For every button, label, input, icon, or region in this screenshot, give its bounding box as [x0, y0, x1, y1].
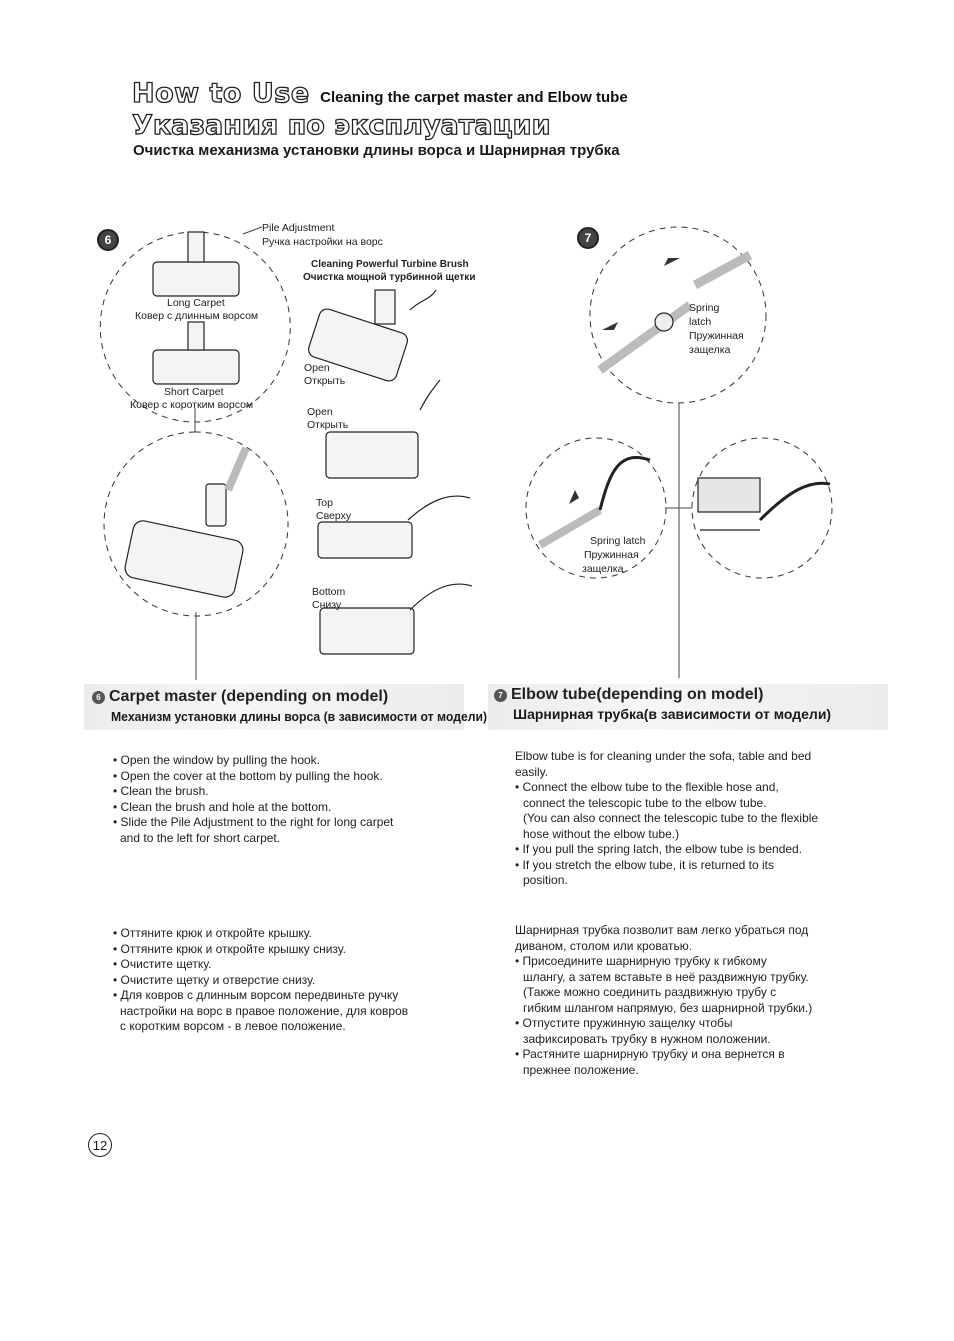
list-item: • Connect the elbow tube to the flexible hose and,	[515, 780, 779, 794]
list-item: (You can also connect the telescopic tube to the flexible	[523, 811, 819, 825]
list-item: прежнее положение.	[523, 1062, 639, 1077]
label-open-2-ru: Открыть	[307, 419, 349, 431]
list-item: шлангу, а затем вставьте в неё раздвижную трубку.	[523, 969, 809, 984]
section-right-icon: 7	[494, 689, 507, 702]
right-instructions-ru	[515, 923, 812, 1078]
list-item: с коротким ворсом - в левое положение.	[120, 1019, 346, 1033]
label-long-carpet: Long Carpet	[167, 297, 225, 309]
section-right-heading	[494, 686, 763, 704]
label-top: Top	[316, 497, 333, 509]
list-item: • Slide the Pile Adjustment to the right for long carpet	[113, 815, 394, 829]
list-item: (Также можно соединить раздвижную трубу с	[523, 985, 777, 999]
list-item: • Open the cover at the bottom by pulling the hook.	[113, 768, 383, 783]
nozzle-sketches	[123, 232, 472, 654]
label-cleaning-brush-ru: Очистка мощной турбинной щетки	[303, 272, 476, 283]
list-item: • Присоедините шарнирную трубку к гибкому	[515, 954, 767, 968]
list-item: • Для ковров с длинным ворсом передвиньте ручку	[113, 988, 399, 1002]
label-latch: latch	[689, 316, 712, 328]
list-item: • If you stretch the elbow tube, it is returned to its	[515, 857, 775, 872]
list-item: • Оттяните крюк и откройте крышку снизу.	[113, 941, 346, 956]
direction-arrows	[569, 258, 680, 504]
list-item: • If you pull the spring latch, the elbow tube is bended.	[515, 842, 803, 856]
title-subtitle-en: Cleaning the carpet master and Elbow tube	[320, 89, 628, 106]
list-item: настройки на ворс в правое положение, для ковров	[120, 1003, 409, 1018]
list-item: hose without the elbow tube.)	[523, 826, 680, 841]
label-spring-latch-ru-1: Пружинная	[584, 549, 639, 561]
subtitle-ru: Очистка механизма установки длины ворса и Шарнирная трубка	[133, 142, 620, 159]
list-item: Шарнирная трубка позволит вам легко убраться под	[515, 923, 809, 937]
list-item: • Оттяните крюк и откройте крышку.	[113, 926, 312, 940]
label-open-1: Open	[304, 362, 330, 374]
list-item: and to the left for short carpet.	[120, 830, 281, 845]
label-bottom-ru: Снизу	[312, 599, 342, 611]
list-item: диваном, столом или кроватью.	[515, 938, 693, 953]
list-item: гибким шлангом напрямую, без шарнирной трубки.)	[523, 1000, 813, 1015]
elbow-sketches	[540, 255, 830, 545]
section-left-heading-text: Carpet master (depending on model)	[109, 688, 389, 705]
list-item: • Clean the brush.	[113, 784, 209, 798]
list-item: Elbow tube is for cleaning under the sofa, table and bed	[515, 749, 812, 763]
label-bottom: Bottom	[312, 586, 346, 598]
label-spring-latch-ru-2: защелка	[582, 563, 624, 575]
list-item: • Open the window by pulling the hook.	[113, 753, 321, 767]
list-item: connect the telescopic tube to the elbow tube.	[523, 795, 767, 810]
label-pile-adjustment: Pile Adjustment	[262, 222, 335, 234]
title-how-to-use: How to Use	[132, 78, 310, 109]
list-item: position.	[523, 873, 568, 887]
label-open-1-ru: Открыть	[304, 375, 346, 387]
list-item: • Растяните шарнирную трубку и она вернется в	[515, 1047, 785, 1061]
label-long-carpet-ru: Ковер с длинным ворсом	[135, 310, 259, 322]
step-7-badge: 7	[577, 227, 599, 249]
label-top-ru: Сверху	[316, 510, 352, 522]
label-spring-latch: Spring latch	[590, 535, 646, 547]
list-item: зафиксировать трубку в нужном положении.	[523, 1031, 771, 1046]
label-spring-ru-2: защелка	[689, 344, 731, 356]
list-item: easily.	[515, 764, 549, 779]
list-item: • Clean the brush and hole at the bottom.	[113, 799, 332, 814]
label-short-carpet: Short Carpet	[164, 386, 224, 398]
label-spring-ru-1: Пружинная	[689, 330, 744, 342]
left-instructions-ru	[113, 926, 408, 1035]
label-spring: Spring	[689, 302, 720, 314]
list-item: • Отпустите пружинную защелку чтобы	[515, 1016, 733, 1030]
list-item: • Очистите щетку.	[113, 957, 212, 971]
right-instructions-en	[515, 749, 818, 889]
page-number: 12	[88, 1133, 112, 1157]
section-left-heading-ru: Механизм установки длины ворса (в зависимости от модели)	[111, 709, 488, 724]
label-cleaning-brush: Cleaning Powerful Turbine Brush	[311, 259, 469, 270]
section-left-heading	[92, 688, 388, 706]
label-pile-adjustment-ru: Ручка настройки на ворс	[262, 236, 383, 248]
section-left-icon: 6	[92, 691, 105, 704]
label-open-2: Open	[307, 406, 333, 418]
section-right-heading-ru: Шарнирная трубка(в зависимости от модели)	[513, 706, 832, 722]
title-ru: Указания по эксплуатации	[132, 110, 551, 141]
left-instructions-en	[113, 753, 393, 846]
label-short-carpet-ru: Ковер с коротким ворсом	[130, 399, 254, 411]
step-6-badge: 6	[97, 229, 119, 251]
section-right-heading-text: Elbow tube(depending on model)	[511, 686, 764, 703]
list-item: • Очистите щетку и отверстие снизу.	[113, 972, 316, 987]
